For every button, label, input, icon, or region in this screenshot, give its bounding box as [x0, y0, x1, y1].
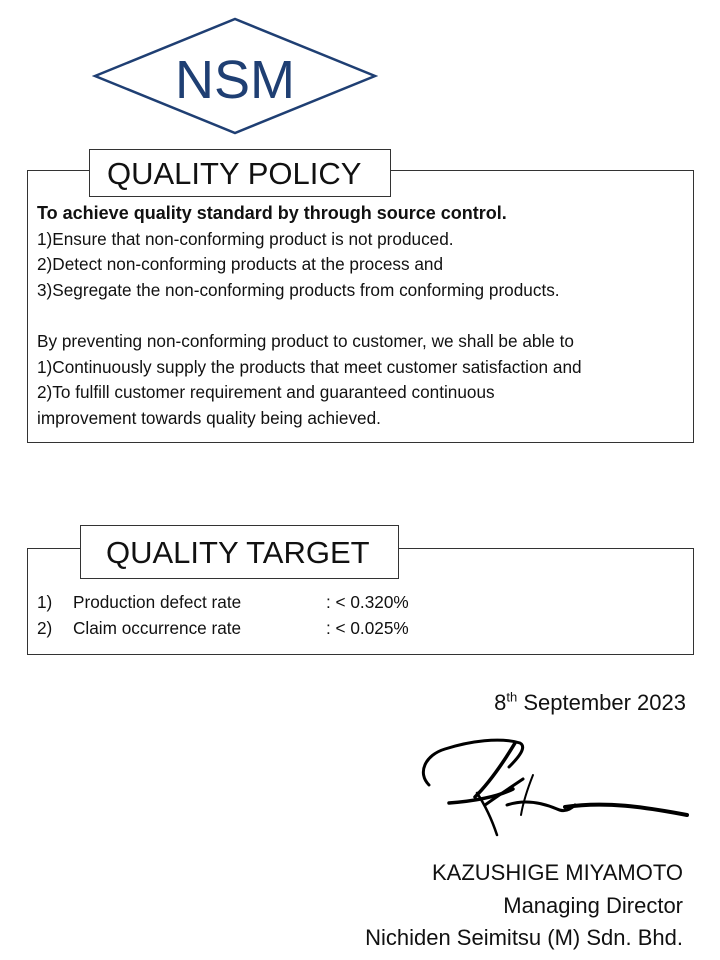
signer-block [365, 857, 683, 955]
signer-company: Nichiden Seimitsu (M) Sdn. Bhd. [365, 925, 683, 950]
target-label: Production defect rate [73, 592, 242, 612]
signature [415, 735, 695, 845]
target-row [37, 616, 677, 642]
policy-commitment: 1)Continuously supply the products that meet customer satisfaction and [37, 356, 582, 377]
quality-policy-title: QUALITY POLICY [89, 149, 391, 197]
target-number: 2) [37, 617, 53, 638]
target-row [37, 590, 677, 616]
logo-text: NSM [175, 50, 295, 110]
quality-target-list [37, 590, 677, 641]
quality-target-title: QUALITY TARGET [80, 525, 399, 579]
nsm-logo [92, 16, 378, 136]
quality-policy-text [37, 201, 687, 432]
policy-commitment: improvement towards quality being achieved. [37, 407, 381, 428]
target-value: : < 0.320% [326, 592, 409, 612]
policy-commitment: 2)To fulfill customer requirement and guaranteed continuous [37, 382, 495, 403]
policy-heading: To achieve quality standard by through source control. [37, 203, 507, 223]
signer-position: Managing Director [503, 892, 683, 918]
policy-item: 2)Detect non-conforming products at the process and [37, 254, 444, 275]
signer-name: KAZUSHIGE MIYAMOTO [432, 860, 683, 885]
policy-item: 3)Segregate the non-conforming products from conforming products. [37, 280, 560, 301]
document-date [494, 690, 686, 716]
policy-intro: By preventing non-conforming product to customer, we shall be able to [37, 330, 574, 351]
target-label: Claim occurrence rate [73, 617, 242, 638]
target-number: 1) [37, 592, 53, 612]
date-day: 8 [494, 690, 507, 715]
date-suffix: th [506, 689, 518, 705]
policy-item: 1)Ensure that non-conforming product is not produced. [37, 228, 454, 249]
target-value: : < 0.025% [326, 617, 409, 638]
date-month-year: September 2023 [517, 690, 686, 715]
